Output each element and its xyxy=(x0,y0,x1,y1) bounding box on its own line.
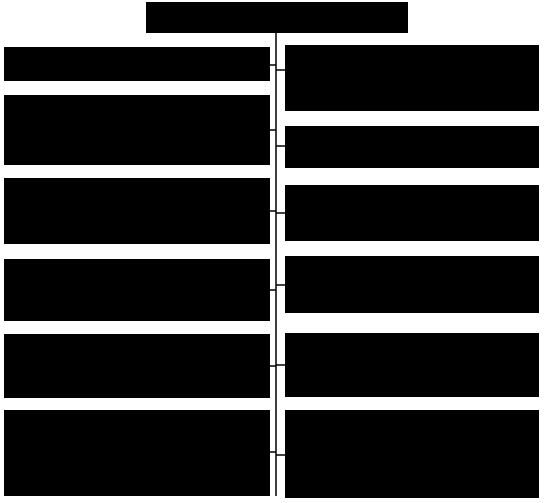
right-box-1 xyxy=(285,45,539,111)
title-box xyxy=(146,2,408,33)
right-box-6 xyxy=(285,410,539,498)
left-box-2 xyxy=(4,95,270,165)
left-box-6 xyxy=(4,410,270,496)
right-box-5 xyxy=(285,333,539,397)
left-box-4 xyxy=(4,259,270,321)
left-box-3 xyxy=(4,178,270,244)
right-box-4 xyxy=(285,256,539,313)
left-box-5 xyxy=(4,334,270,398)
left-box-1 xyxy=(4,47,270,81)
right-box-3 xyxy=(285,185,539,241)
right-box-2 xyxy=(285,126,539,168)
